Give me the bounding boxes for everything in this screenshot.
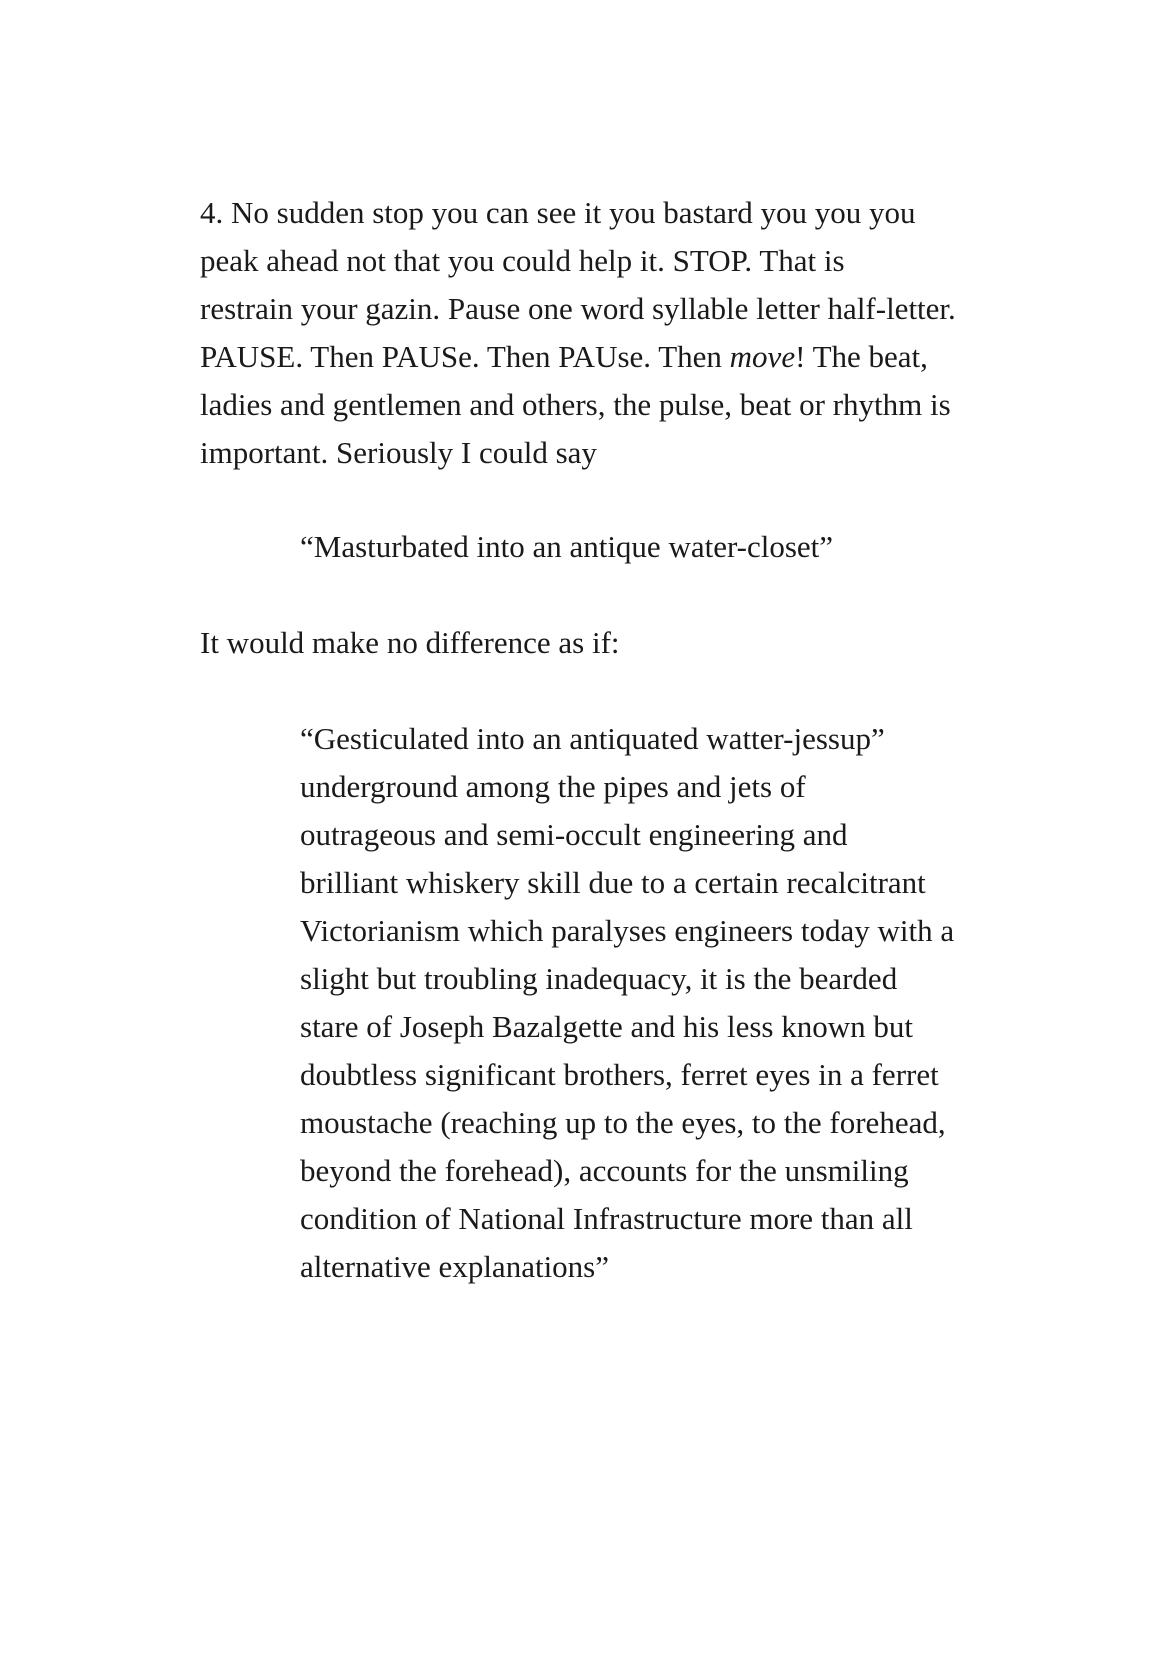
paragraph-line: ladies and gentlemen and others, the pulse, beat or rhythm is [200, 387, 951, 422]
quote-two-line: Victorianism which paralyses engineers today with a [300, 913, 955, 948]
emphasis-word: move [729, 339, 796, 374]
lead-in: It would make no difference as if: [200, 625, 620, 660]
quote-two-line: outrageous and semi-occult engineering and [300, 817, 848, 852]
quote-two-line: moustache (reaching up to the eyes, to the forehead, [300, 1105, 946, 1140]
paragraph-line: important. Seriously I could say [200, 435, 597, 470]
paragraph-line-text: PAUSE. Then PAUSe. Then PAUse. Then [200, 339, 730, 374]
paragraph-line [200, 340, 928, 374]
quote-two-line: brilliant whiskery skill due to a certain recalcitrant [300, 865, 926, 900]
quote-two-line: alternative explanations” [300, 1249, 610, 1284]
quote-two-line: underground among the pipes and jets of [300, 769, 806, 804]
quote-two-line: doubtless significant brothers, ferret eyes in a ferret [300, 1057, 939, 1092]
paragraph-line: 4. No sudden stop you can see it you bastard you you you [200, 195, 916, 230]
quote-one: “Masturbated into an antique water-closet” [300, 529, 834, 564]
quote-two-line: slight but troubling inadequacy, it is the bearded [300, 961, 898, 996]
quote-two-line: condition of National Infrastructure more than all [300, 1201, 913, 1236]
quote-two-line: “Gesticulated into an antiquated watter-jessup” [300, 721, 885, 756]
paragraph-line-tail: ! The beat, [795, 339, 928, 374]
quote-two-line: beyond the forehead), accounts for the unsmiling [300, 1153, 909, 1188]
quote-two-line: stare of Joseph Bazalgette and his less known but [300, 1009, 913, 1044]
paragraph-line: peak ahead not that you could help it. STOP. That is [200, 243, 845, 278]
paragraph-line: restrain your gazin. Pause one word syllable letter half-letter. [200, 291, 956, 326]
